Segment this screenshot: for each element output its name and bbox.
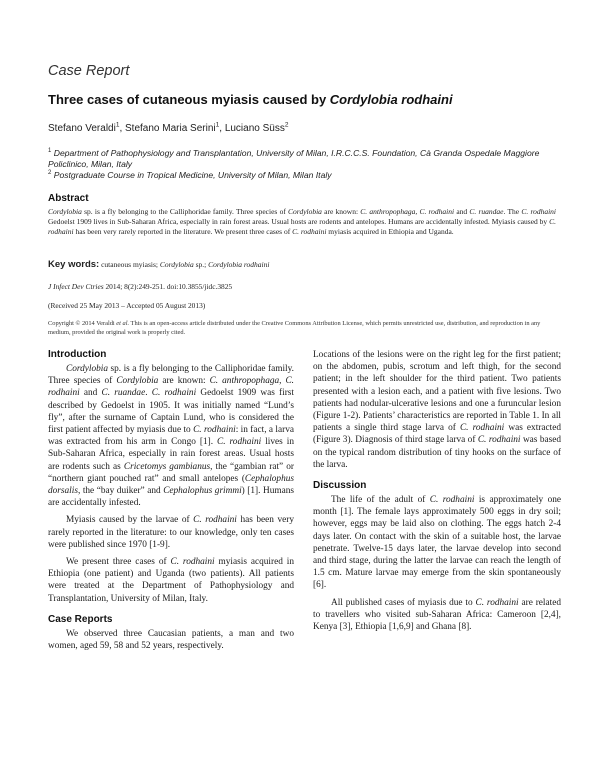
species-name: C. rodhaini: [170, 557, 215, 568]
right-column: [313, 349, 561, 633]
text-run: are known:: [158, 376, 210, 387]
author-name: Stefano Veraldi: [48, 123, 116, 134]
keyword: sp.;: [193, 260, 209, 269]
text-run: The life of the adult of: [331, 495, 430, 506]
abstract-heading: Abstract: [48, 193, 89, 204]
species-name: C. rodhaini: [193, 515, 237, 526]
species-name: Cephalophus grimmi: [163, 486, 242, 497]
text-run: was extracted (Figure 3). Diagnosis of third stage larva of: [313, 423, 561, 446]
section-heading-discussion: Discussion: [313, 480, 367, 492]
text-run: We present three cases of: [66, 557, 171, 568]
text-run: was based on the typical random distribution of tiny hooks on the surface of the larva.: [313, 435, 562, 470]
author-name: Stefano Maria Serini: [125, 123, 216, 134]
section-heading-case-reports: Case Reports: [48, 613, 113, 625]
text-run: , the “bay duiker” and: [77, 486, 164, 497]
species-name: C. rodhaini: [292, 226, 327, 236]
species-name: Cephalophus dorsalis: [48, 473, 294, 497]
species-name: C. ruandae: [101, 388, 146, 399]
species-name: C. rodhaini: [217, 437, 262, 448]
title-main: Three cases of cutaneous myiasis caused by: [48, 92, 330, 107]
left-column: [48, 348, 294, 652]
case-reports-paragraph-1: We observed three Caucasian patients, a man and two women, aged 59, 58 and 52 years, respectively.: [48, 628, 294, 652]
text-run: are related to travellers who visited sub-Saharan Africa: Cameroon [2,4], Kenya [3], Ethiopia [1,6,9] and Ghana [8].: [313, 597, 561, 633]
text-run: . The: [503, 207, 522, 216]
species-name: C. rodhaini: [477, 435, 521, 446]
section-gap: [48, 605, 294, 613]
species-name: Cordylobia: [288, 207, 322, 216]
text-run: are known:: [321, 207, 361, 216]
text-run: is approximately one month [1]. The female lays approximately 500 eggs in dry soil; however, eggs may be laid also on clothing. The eggs hatch 2-4 days later. On contact with the skin of a suitable host, the larvae penetrate. Twelve-15 days later, the larvae develop into second and third stage, during the latter the larvae can reach the length of 1.5 cm. Mature larvae may emerge from the skin spontaneously [6].: [313, 495, 561, 591]
affiliation-mark: 2: [48, 170, 52, 177]
affiliation-text: Department of Pathophysiology and Transplantation, University of Milan, I.R.C.C.S. Foundation, Cà Granda Ospedale Maggiore Policlinico, Milan, Italy: [48, 148, 540, 169]
text-run: Gedoelst 1909 was first described by Gedoelst in 1905. It was initially named “Lund’s fly”, after the surname of Captain Lund, who is considered the first patient affected by myiasis due to: [48, 388, 295, 436]
text-run: et al.: [116, 320, 130, 327]
species-name: Cricetomys gambianus: [123, 461, 211, 472]
text-run: sp. is a fly belonging to the Calliphoridae family. Three species of: [48, 364, 294, 387]
title-species: Cordylobia rodhaini: [329, 92, 453, 107]
text-run: : in fact, a larva was extracted from his arm in Congo [1].: [48, 425, 295, 448]
text-run: myiasis acquired in Ethiopia (one patient) and Uganda (two patients). All patients were treated at the Department of Pathophysiology and Transplantation, University of Milan, Italy.: [48, 557, 294, 604]
affiliations: [48, 148, 568, 181]
text-run: This is an open-access article distributed under the Creative Commons Attribution License, which permits unrestricted use, distribution, and reproduction in any medium, provided the original work is properly cited.: [48, 320, 541, 336]
text-run: ) [1]. Humans are accidentally infested.: [48, 486, 294, 509]
keywords-label: Key words:: [48, 259, 100, 270]
species-name: C. rodhaini: [48, 216, 556, 236]
species-name: C. rodhaini: [429, 495, 475, 506]
section-gap: [313, 471, 561, 479]
species-name: C. rodhaini: [459, 423, 505, 434]
text-run: and: [79, 388, 102, 399]
keywords: [48, 259, 269, 270]
keyword: cutaneous myiasis;: [99, 260, 160, 269]
text-run: sp. is a fly belonging to the Calliphoridae family. Three species of: [81, 207, 289, 216]
species-name: C. anthropophaga, C. rodhaini: [48, 376, 294, 399]
intro-paragraph-2: [48, 514, 294, 551]
species-name: C. rodhaini: [521, 207, 557, 216]
citation-details: 2014; 8(2):249-251. doi:10.3855/jidc.3825: [103, 282, 233, 291]
text-run: .: [145, 388, 152, 399]
affiliation-text: Postgraduate Course in Tropical Medicine, University of Milan, Milan Italy: [53, 170, 332, 180]
author-separator: ,: [219, 123, 225, 134]
author-affil-mark: 1: [115, 121, 120, 129]
affiliation-1: [48, 148, 568, 170]
intro-paragraph-1: [48, 363, 294, 509]
species-name: C. rodhaini: [193, 425, 236, 436]
species-name: Cordylobia: [116, 376, 159, 387]
section-heading-introduction: Introduction: [48, 349, 107, 360]
species-name: C. rodhaini: [151, 388, 197, 399]
text-run: myiasis acquired in Ethiopia and Uganda.: [326, 226, 454, 236]
text-run: has been very rarely reported in the literature. We present three cases of: [73, 226, 293, 236]
text-run: Copyright © 2014 Veraldi: [48, 320, 117, 327]
species-name: Cordylobia: [48, 207, 82, 216]
keyword: Cordylobia: [159, 260, 194, 269]
author-name: Luciano Süss: [224, 123, 285, 134]
citation: [48, 282, 232, 291]
text-run: and: [454, 207, 470, 216]
text-run: Myiasis caused by the larvae of: [66, 515, 194, 526]
author-separator: ,: [119, 123, 126, 134]
species-name: Cordylobia: [66, 364, 109, 374]
article-type: Case Report: [48, 63, 130, 79]
intro-paragraph-3: [48, 556, 294, 605]
author-affil-mark: 2: [284, 121, 289, 129]
text-run: lives in Sub-Saharan Africa, especially in rain forest areas. Usual hosts are rodents such as: [48, 437, 294, 472]
text-run: Gedoelst 1909 lives in Sub-Saharan Africa, especially in rain forest areas. Usual hosts are rodents and antelopes. Humans are accidentally infested. Myiasis caused by: [48, 216, 550, 226]
affiliation-mark: 1: [48, 148, 52, 155]
case-reports-continued: [313, 349, 561, 471]
affiliation-2: [48, 170, 568, 181]
text-run: , the “gambian rat” or “northern giant pouched rat” and small antelopes (: [48, 461, 294, 484]
author-list: [48, 123, 288, 134]
author-affil-mark: 1: [215, 121, 220, 129]
journal-name: J Infect Dev Ctries: [48, 282, 104, 291]
copyright-notice: [48, 320, 558, 337]
received-accepted-dates: (Received 25 May 2013 – Accepted 05 August 2013): [48, 301, 206, 310]
species-name: C. anthropophaga, C. rodhaini: [360, 207, 455, 216]
abstract-text: [48, 207, 556, 236]
text-run: has been very rarely reported in the literature: to our knowledge, only ten cases were published since 1970 [1-9].: [48, 515, 295, 550]
text-run: All published cases of myiasis due to: [331, 597, 476, 608]
discussion-paragraph-1: [313, 494, 561, 592]
text-run: Locations of the lesions were on the right leg for the first patient; on the abdomen, pubis, scrotum and left thigh, for the second patient; in the left shoulder for the third patient. Two patients presented with a lesion each, and a patient with five lesions. Two patients had nodular-ulcerative lesions and one a furuncular lesion (Figure 1-2). Patients’ characteristics are reported in Table 1. In all patients a single third stage larva of: [313, 350, 561, 434]
species-name: C. rodhaini: [475, 597, 519, 608]
keyword: Cordylobia rodhaini: [208, 260, 270, 269]
species-name: C. ruandae: [469, 207, 504, 216]
discussion-paragraph-2: [313, 597, 561, 634]
article-title: [48, 92, 453, 107]
